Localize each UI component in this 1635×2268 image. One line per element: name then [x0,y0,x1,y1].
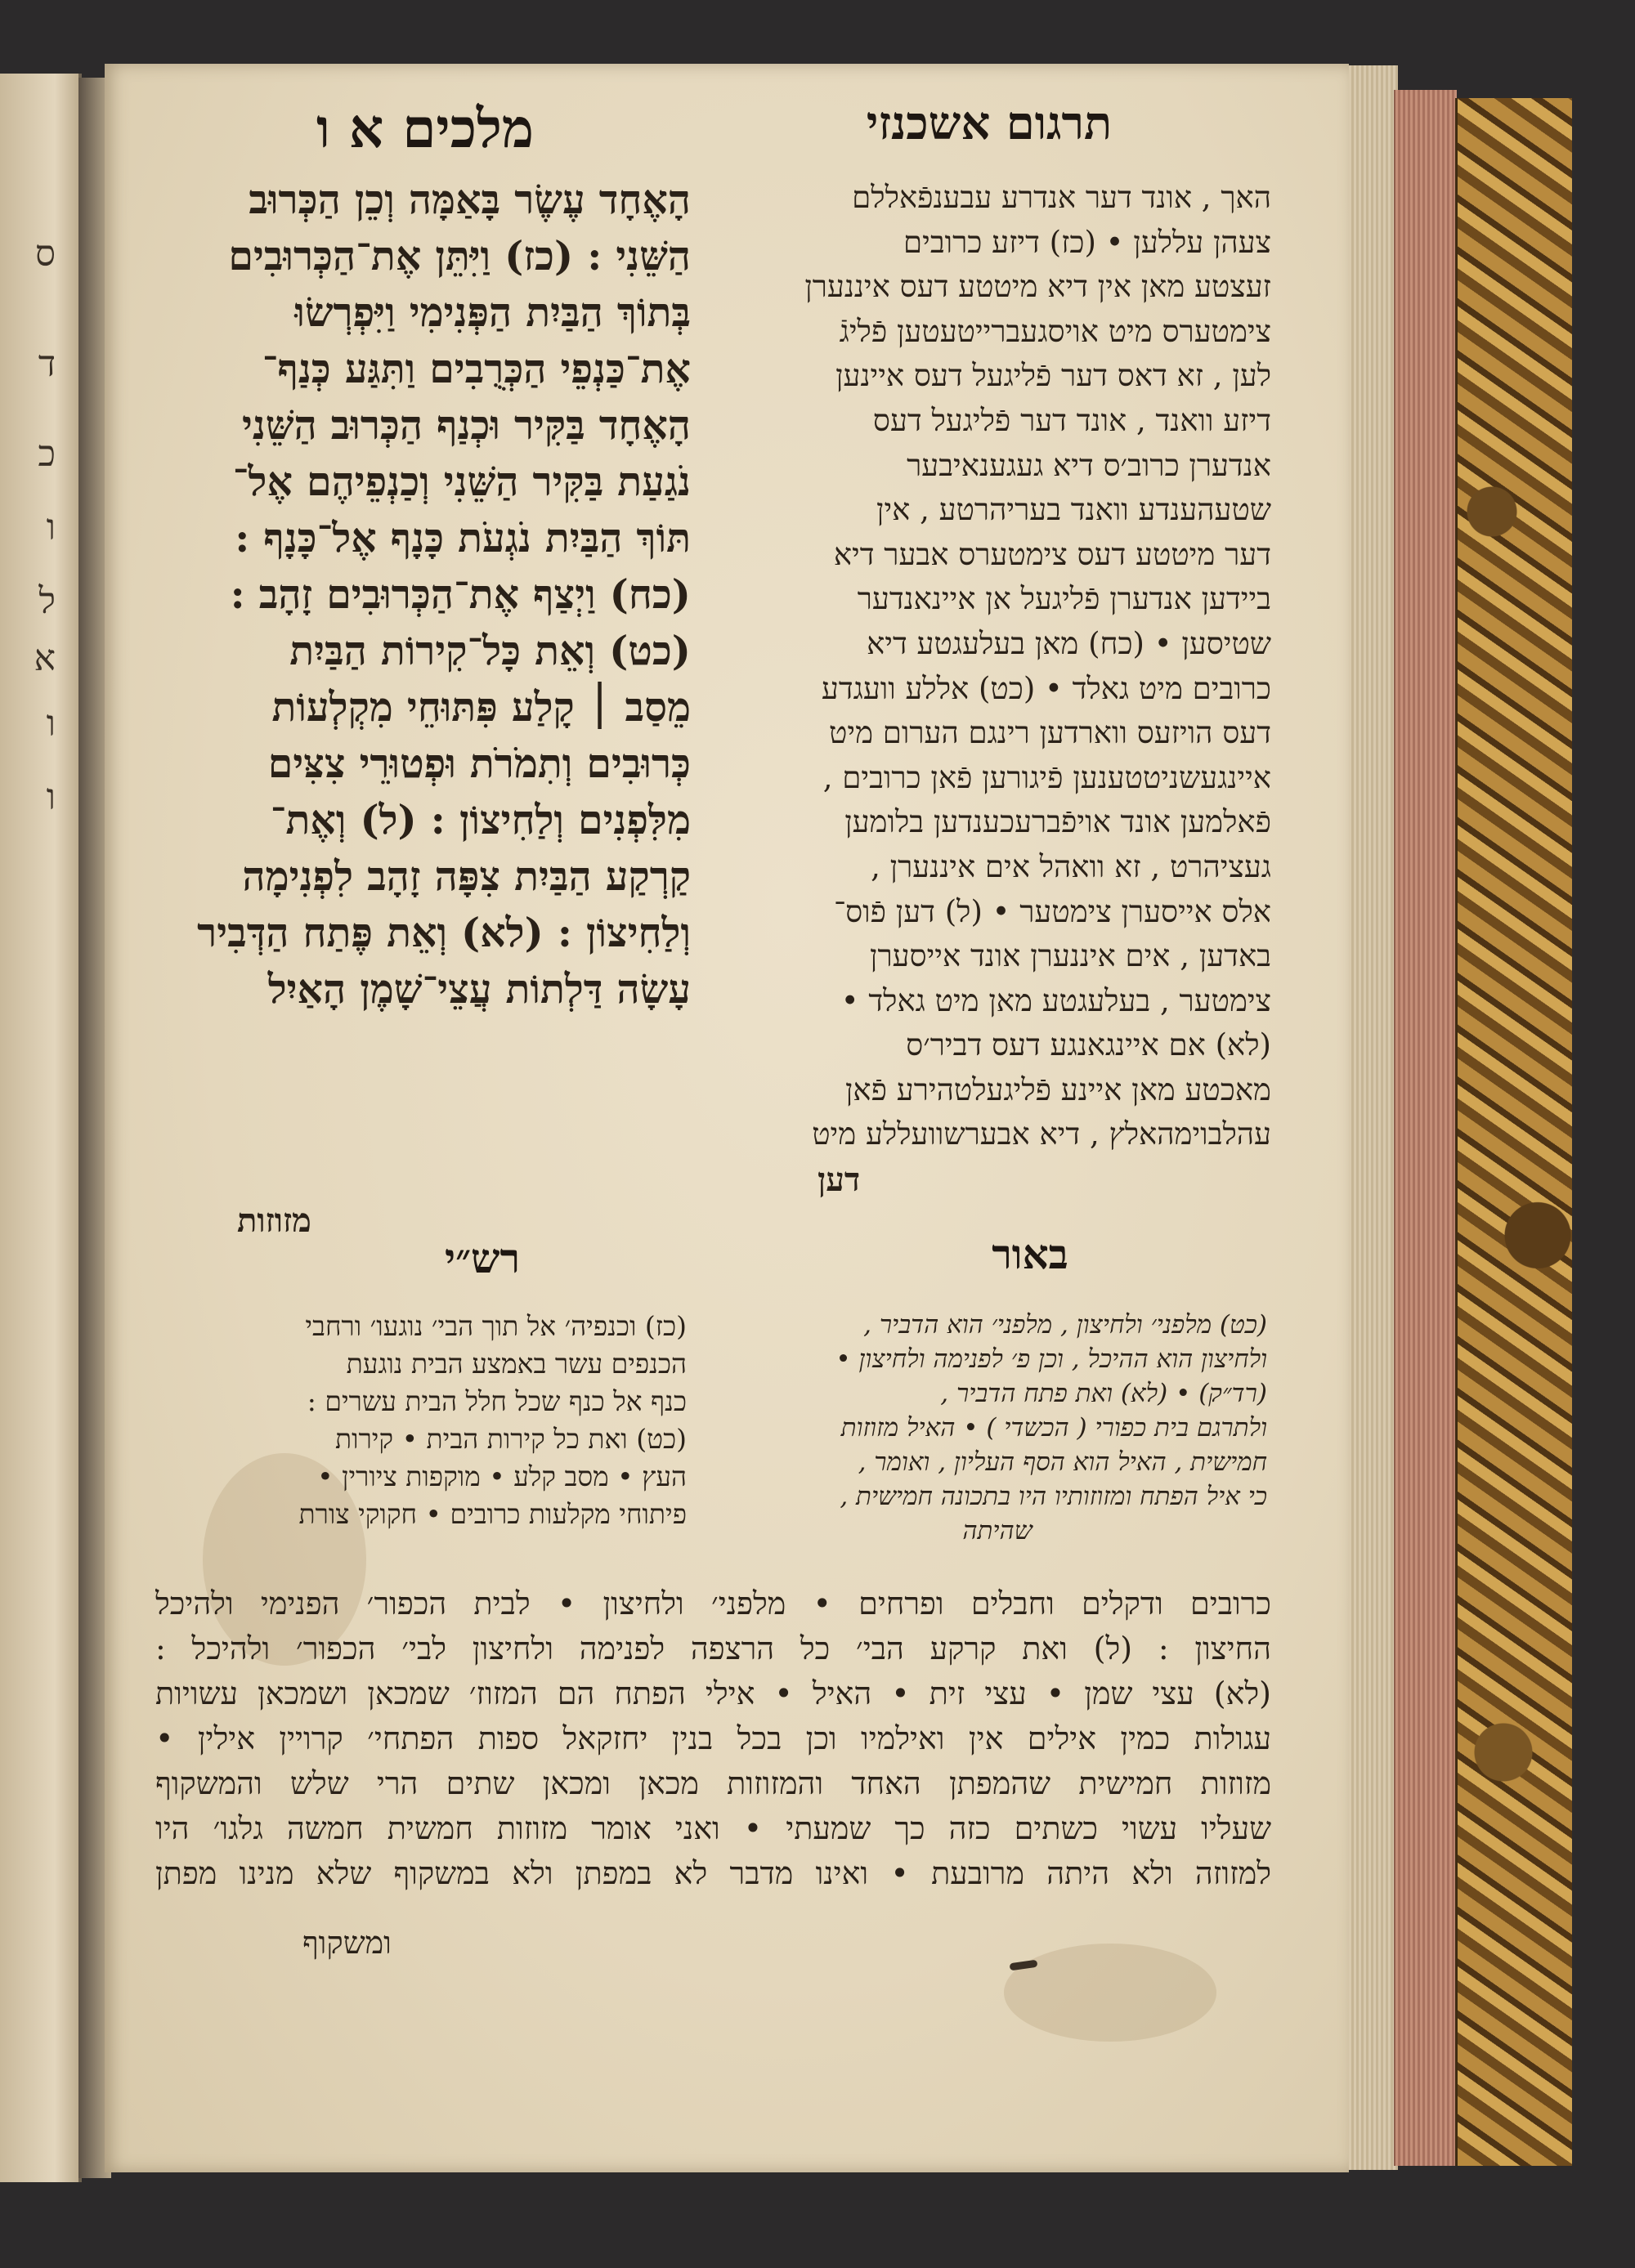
hebrew-line: אֶת־כַּנְפֵי הַכְּרֻבִים וַתִּגַּע כְּנַף־ [262,345,691,392]
rashi-commentary-full-width [155,1581,1271,1896]
translation-line: ביידען אנדערן פֿליגעל אן איינאנדער [857,581,1271,617]
rashi-full-line: שעליו עשוי כשתים כזה כך שמעתי • ואני אומר מזוזות חמשית חמשה גלגו׳ היו [155,1810,1271,1846]
hebrew-line: נֹגַעַת בַּקִּיר הַשֵּׁנִי וְכַנְפֵיהֶם אֶל־ [232,458,691,505]
translation-line: צימטער , בעלעגטע מאן מיט גאלד • [840,982,1271,1018]
translation-line: איינגעשניטטענען פֿיגורען פֿאן כרובים , [822,759,1271,795]
hebrew-line: הָאֶחָד בַּקִּיר וּכְנַף הַכְּרוּב הַשֵּׁנִי [241,401,691,449]
biur-commentary-column [728,1308,1267,1548]
biur-label: באור [992,1230,1068,1278]
hebrew-catchword: מזוזות [237,1201,311,1240]
rashi-line: כנף אל כנף שכל חלל הבית עשרים : [307,1385,687,1417]
translation-line: פֿאלמען אונד אויפֿברעכענדען בלומען [844,804,1271,840]
rashi-full-line: עגולות כמין אילים אין ואילמיו וכן בכל בנין יחזקאל ספות הפתחי׳ קרויין אילין • [155,1720,1271,1756]
page-stack-edge [1349,65,1398,2170]
hebrew-line: (כט) וְאֵת כָּל־קִירוֹת הַבַּיִת [289,627,691,674]
hebrew-line: קַרְקַע הַבַּיִת צִפָּה זָהָב לִפְנִימָה [242,852,691,900]
page-fragment: ל [38,580,56,622]
translation-line: דיזע וואנד , אונד דער פֿליגעל דעס [872,402,1271,438]
rashi-full-line: למזוזה ולא היתה מרובעת • ואינו מדבר לא במפתן ולא במשקוף שלא מנינו מפתן [155,1855,1271,1891]
translation-line: מאכטע מאן איינע פֿליגעלטהירע פֿאן [844,1071,1271,1107]
biur-line: חמישית , האיל הוא הסף העליון , ואומר , [858,1447,1267,1477]
rashi-line: (כז) וכנפיה׳ אל תוך הבי׳ נוגעו׳ ורחבי [305,1310,687,1342]
translation-line: אנדערן כרוב׳ס דיא געגענאיבער [907,447,1271,483]
hebrew-line: מִלִּפְנִים וְלַחִיצוֹן : (ל) וְאֶת־ [270,796,691,843]
page-fragment: א [34,637,56,679]
paper-stain [1004,1944,1216,2042]
biur-line: כי איל הפתח ומזוזותיו היו בתכונה חמישית , [840,1482,1267,1511]
translation-catchword: דען [818,1161,861,1199]
hebrew-line: בְּתוֹךְ הַבַּיִת הַפְּנִימִי וַיִּפְרְשׂוּ [294,289,691,336]
translation-line: צימטערס מיט אויסגעברייטעטען פֿליגֿ [839,313,1271,349]
translation-line: לען , זא דאס דער פֿליגעל דעס איינען [835,358,1271,394]
hebrew-line: תּוֹךְ הַבַּיִת נֹגְעֹת כָּנָף אֶל־כָּנָף : [235,514,691,561]
page-fragment: ו [46,703,56,745]
rashi-line: (כט) ואת כל קירות הבית • קירות [335,1423,687,1455]
rashi-full-line: כרובים ודקלים וחבלים ופרחים • מלפני׳ ולחיצון • לבית הכפור׳ הפנימי ולהיכל [155,1586,1271,1622]
marbled-cover [1455,98,1572,2166]
translation-line: שטיסען • (כח) מאן בעלעגטע דיא [867,625,1271,661]
rashi-full-line: (לא) עצי שמן • עצי זית • האיל • אילי הפתח הם המזוז׳ שמכאן ושמכאן עשויות [155,1675,1271,1711]
hebrew-line: עָשָׂה דַּלְתוֹת עֲצֵי־שָׁמֶן הָאַיִל [267,965,691,1013]
translation-line: זעצטע מאן אין דיא מיטטע דעס איננערן [804,269,1271,305]
previous-page-edge [0,74,82,2182]
rashi-line: הכנפים עשר באמצע הבית נוגעת [346,1348,687,1380]
red-fore-edge [1394,90,1457,2166]
running-header-book-chapter: מלכים א ו [316,96,534,160]
biur-line: ולתרגם בית כפורי ( הכשדי ) • האיל מזוזות [840,1413,1267,1443]
translation-line: דער מיטטע דעס צימטערס אבער דיא [833,536,1271,572]
translation-line: צעהן עללען • (כז) דיזע כרובים [903,224,1271,260]
rashi-line: פיתוחי מקלעות כרובים • חקוקי צורת [298,1498,687,1530]
hebrew-text-column [151,172,691,1018]
hebrew-line: הָאֶחָד עֶשֶׂר בָּאַמָּה וְכֵן הַכְּרוּב [249,176,691,223]
rashi-catchword: ומשקוף [302,1925,392,1961]
running-header-translation: תרגום אשכנזי [866,96,1113,150]
translation-line: אלס אייסערן צימטער • (ל) דען פֿוס־ [833,893,1271,929]
translation-line: עהלבוימהאלץ , דיא אבערשוועללע מיט [812,1116,1271,1152]
translation-line: האך , אונד דער אנדרע עבענפֿאללם [852,180,1271,215]
hebrew-line: כְּרוּבִים וְתִמֹרֹת וּפְטוּרֵי צִצִּים [267,740,691,787]
rashi-label: רש״י [444,1234,521,1282]
page-fragment: ו [46,507,56,548]
hebrew-line: (כח) וַיְצַף אֶת־הַכְּרוּבִים זָהָב : [230,570,691,618]
page-fragment: ס [34,233,56,275]
rashi-full-line: החיצון : (ל) ואת קרקע הבי׳ כל הרצפה לפנימה ולחיצון לבי׳ הכפור׳ ולהיכל : [155,1631,1271,1666]
page-fragment: ו [46,776,56,818]
translation-line: באדען , אים איננערן אונד אייסערן [870,938,1271,974]
biur-line: ולחיצון הוא ההיכל , וכן פ׳ לפנימה ולחיצון • [835,1344,1267,1374]
biur-line: (כט) מלפני׳ ולחיצון , מלפני׳ הוא הדביר , [863,1310,1267,1340]
rashi-line: העץ • מסב קלע • מוקפות ציורין • [317,1461,687,1492]
rashi-commentary-column [155,1308,687,1533]
translation-line: געציהרט , זא וואהל אים איננערן , [871,848,1271,884]
hebrew-line: מֵסַב ׀ קָלַע פִּתּוּחֵי מִקְלְעוֹת [271,683,691,731]
translation-line: דעס הויזעס ווארדען רינגם הערום מיט [829,715,1271,751]
hebrew-line: הַשֵּׁנִי : (כז) וַיִּתֵּן אֶת־הַכְּרוּבִים [228,232,691,280]
page-fragment: כ [38,433,56,475]
page-fragment: ד [38,343,56,385]
hebrew-line: וְלַחִיצוֹן : (לא) וְאֵת פֶּתַח הַדְּבִיר [197,909,691,956]
yiddish-translation-column [707,176,1271,1157]
translation-line: (לא) אם איינגאנגע דעס דביר׳ס [906,1027,1271,1063]
biur-line: שהיתה [962,1516,1033,1546]
translation-line: כרובים מיט גאלד • (כט) אללע וועגדע [821,670,1271,706]
biur-line: (רד״ק) • (לא) ואת פתח הדביר , [940,1379,1267,1408]
translation-line: שטעהענדע וואנד בעריהרטע , אין [876,492,1271,528]
rashi-full-line: מזוזות חמישית שהמפתן האחד והמזוזות מכאן ומכאן שתים הרי שלש והמשקוף [155,1765,1271,1801]
